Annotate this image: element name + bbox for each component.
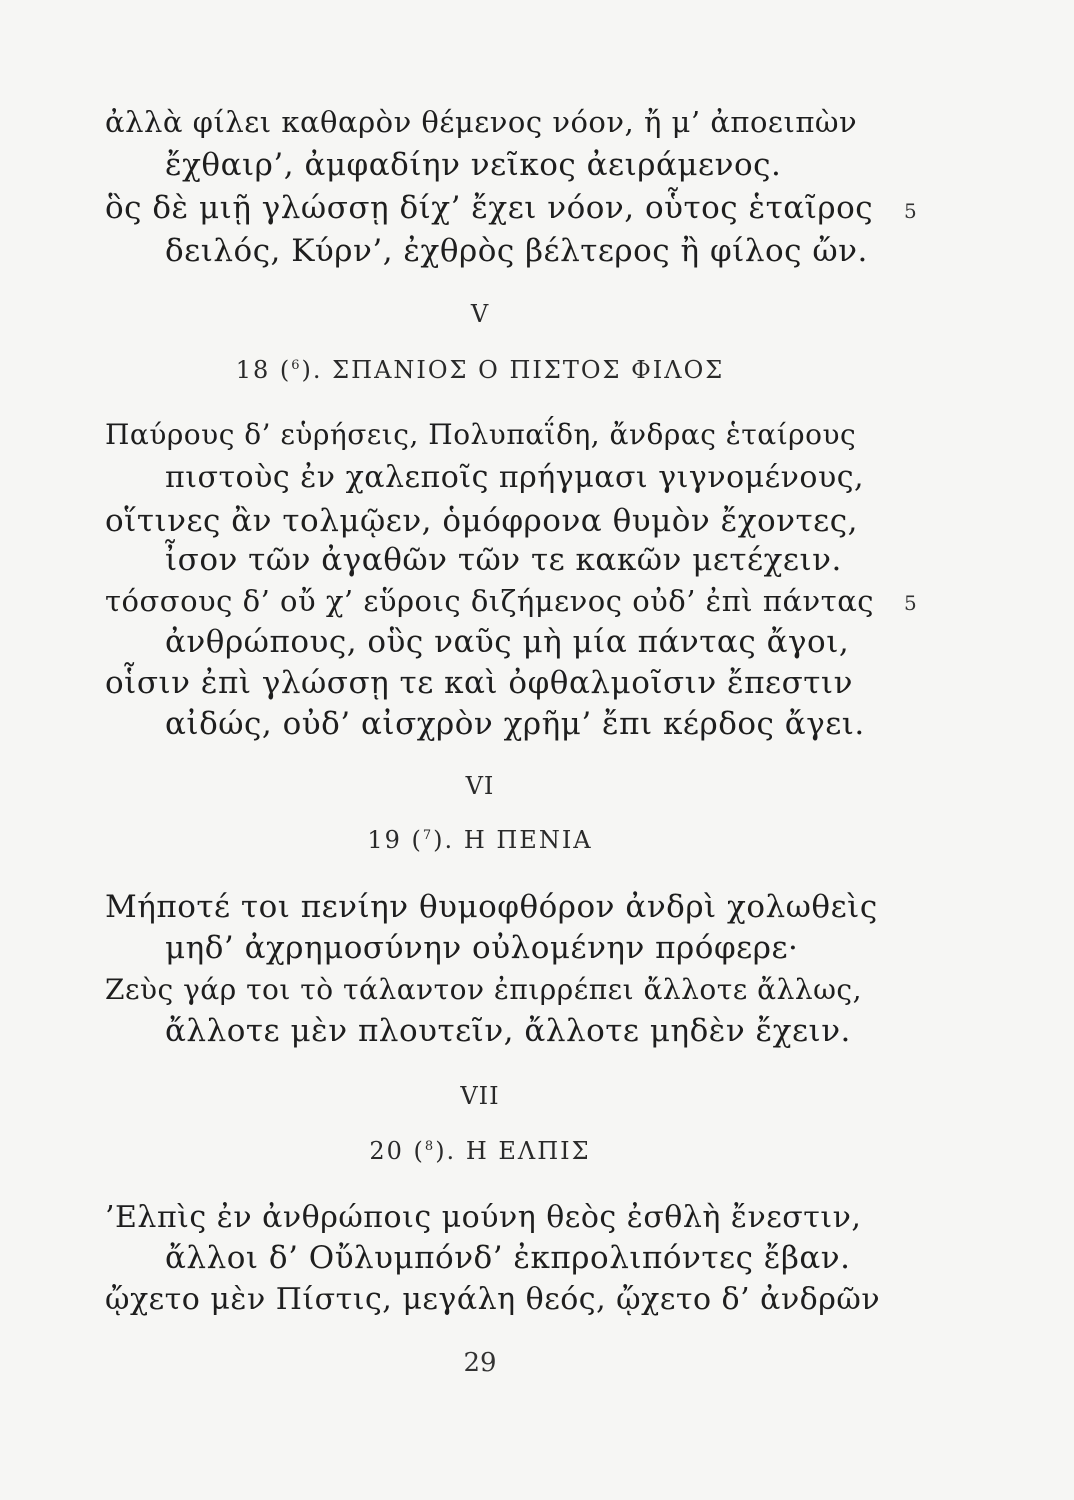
footnote-ref: 6 — [291, 358, 302, 373]
verse-line: Ζεὺς γάρ τοι τὸ τάλαντον ἐπιρρέπει ἄλλοτε ἄλλως, — [105, 973, 862, 1006]
verse-line: ᾤχετο μὲν Πίστις, μεγάλη θεός, ᾤχετο δ’ ἀνδρῶν — [105, 1282, 881, 1317]
verse-line: μηδ’ ἀχρημοσύνην οὐλομένην πρόφερε· — [165, 930, 799, 966]
verse-line: οἵτινες ἂν τολμῷεν, ὁμόφρονα θυμὸν ἔχοντες, — [105, 503, 858, 539]
poem-number-close: ). — [433, 826, 455, 854]
verse-line: ἔχθαιρ’, ἀμφαδίην νεῖκος ἀειράμενος. — [165, 147, 782, 183]
poem-number: 19 ( — [367, 826, 423, 854]
verse-line: τόσσους δ’ οὔ χ’ εὕροις διζήμενος οὐδ’ ἐπὶ πάντας — [105, 584, 875, 618]
section-title-vi — [0, 826, 960, 854]
poem-number: 20 ( — [369, 1137, 425, 1165]
poem-number: 18 ( — [235, 356, 292, 384]
section-roman-v: V — [470, 300, 490, 328]
verse-line: οἷσιν ἐπὶ γλώσσῃ τε καὶ ὀφθαλμοῖσιν ἔπεστιν — [105, 665, 853, 701]
verse-line: ὃς δὲ μιῇ γλώσσῃ δίχ’ ἔχει νόον, οὗτος ἑταῖρος — [105, 190, 874, 226]
section-roman-vii: VII — [460, 1082, 500, 1110]
poem-number-close: ). — [301, 356, 323, 384]
footnote-ref: 7 — [422, 828, 434, 843]
poem-title: ΣΠΑΝΙΟΣ Ο ΠΙΣΤΟΣ ΦΙΛΟΣ — [332, 356, 725, 384]
poem-title: Η ΕΛΠΙΣ — [465, 1137, 591, 1165]
footnote-ref: 8 — [424, 1139, 436, 1154]
verse-line: δειλός, Κύρν’, ἐχθρὸς βέλτερος ἢ φίλος ὤν. — [165, 233, 868, 269]
verse-line: ἀνθρώπους, οὓς ναῦς μὴ μία πάντας ἄγοι, — [165, 624, 850, 660]
verse-line: πιστοὺς ἐν χαλεποῖς πρήγμασι γιγνομένους, — [165, 460, 865, 495]
poem-title: Η ΠΕΝΙΑ — [463, 826, 593, 854]
section-roman-vi: VI — [465, 772, 495, 800]
verse-line: ’Ελπὶς ἐν ἀνθρώποις μούνη θεὸς ἐσθλὴ ἔνεστιν, — [105, 1200, 862, 1235]
verse-line: ἶσον τῶν ἀγαθῶν τῶν τε κακῶν μετέχειν. — [165, 542, 842, 578]
line-number: 5 — [904, 591, 917, 615]
verse-line: ἄλλοι δ’ Οὔλυμπόνδ’ ἐκπρολιπόντες ἔβαν. — [165, 1240, 851, 1276]
page-number: 29 — [463, 1348, 497, 1378]
verse-line: ἀλλὰ φίλει καθαρὸν θέμενος νόον, ἤ μ’ ἀποειπὼν — [105, 105, 858, 139]
poem-number-close: ). — [435, 1137, 457, 1165]
verse-line: Παύρους δ’ εὑρήσεις, Πολυπαΐδη, ἄνδρας ἑταίρους — [105, 418, 857, 451]
section-title-v — [0, 356, 960, 384]
verse-line: ἄλλοτε μὲν πλουτεῖν, ἄλλοτε μηδὲν ἔχειν. — [165, 1013, 851, 1049]
verse-line: Μήποτέ τοι πενίην θυμοφθόρον ἀνδρὶ χολωθεὶς — [105, 889, 878, 925]
verse-line: αἰδώς, οὐδ’ αἰσχρὸν χρῆμ’ ἔπι κέρδος ἄγει. — [165, 706, 865, 742]
line-number: 5 — [904, 199, 917, 223]
section-title-vii — [0, 1137, 960, 1165]
